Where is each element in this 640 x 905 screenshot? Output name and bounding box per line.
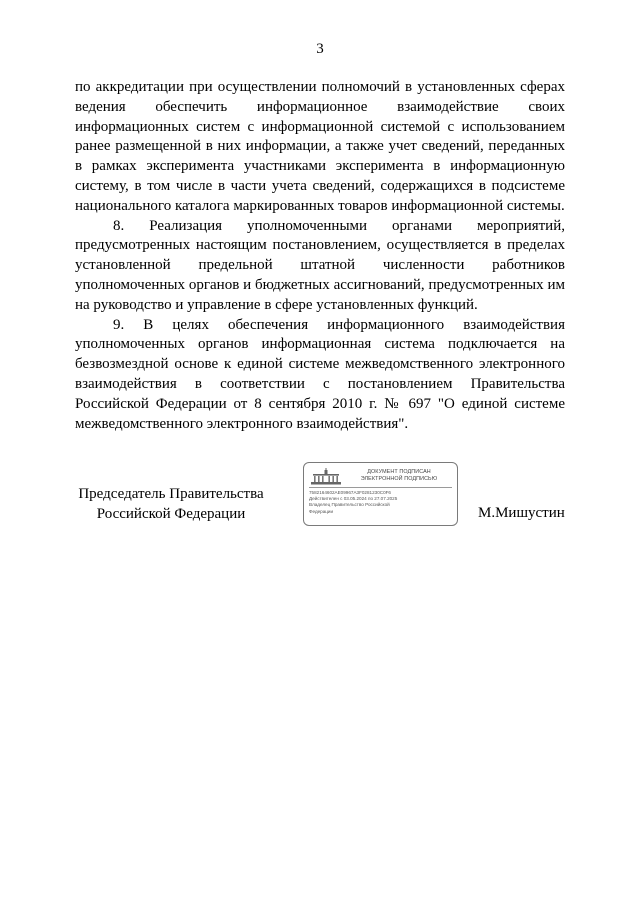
signer-name: М.Мишустин — [478, 505, 565, 521]
page-number: 3 — [316, 41, 324, 57]
paragraph-continuation: по аккредитации при осуществлении полномочий в установленных сферах ведения обеспечить информационное взаимодействие своих информационных систем с информационной системой с использованием ранее размещенной в них информации, а также учет сведений, переданных в рамках эксперимента участниками эксперимента в информационную систему, в том числе в части учета сведений, содержащихся в подсистеме национального каталога маркированных товаров информационной системы. — [75, 79, 565, 214]
electronic-signature-stamp — [303, 462, 458, 526]
document-body — [75, 78, 565, 434]
stamp-header: ДОКУМЕНТ ПОДПИСАН ЭЛЕКТРОННОЙ ПОДПИСЬЮ — [360, 469, 438, 482]
stamp-owner-line-1: Владелец Правительство Российской — [309, 502, 390, 508]
stamp-validity: Действителен с 03.05.2024 по 27.07.2025 — [309, 496, 398, 502]
paragraph-9: 9. В целях обеспечения информационного взаимодействия уполномоченных органов информационная система подключается на безвозмездной основе к единой системе межведомственного электронного взаимодействия в соответствии с постановлением Правительства Российской Федерации от 8 сентября 2010 г. № 697 "О единой системе межведомственного электронного взаимодействия". — [75, 316, 565, 432]
paragraph-8: 8. Реализация уполномоченными органами мероприятий, предусмотренных настоящим постановлением, осуществляется в пределах установленной предельной штатной численности работников уполномоченных органов и бюджетных ассигнований, предусмотренных им на руководство и управление в сфере установленных функций. — [75, 217, 565, 313]
government-building-icon — [310, 468, 342, 486]
signer-title — [76, 485, 266, 524]
stamp-owner-line-2: Федерации — [309, 508, 334, 514]
stamp-divider — [309, 487, 452, 488]
stamp-certificate: 7582164602AE09967A3F0281230C0F6 — [309, 490, 391, 495]
stamp-details — [309, 490, 454, 515]
signer-title-line-1: Председатель Правительства — [78, 486, 264, 502]
signer-title-line-2: Российской Федерации — [96, 505, 246, 522]
